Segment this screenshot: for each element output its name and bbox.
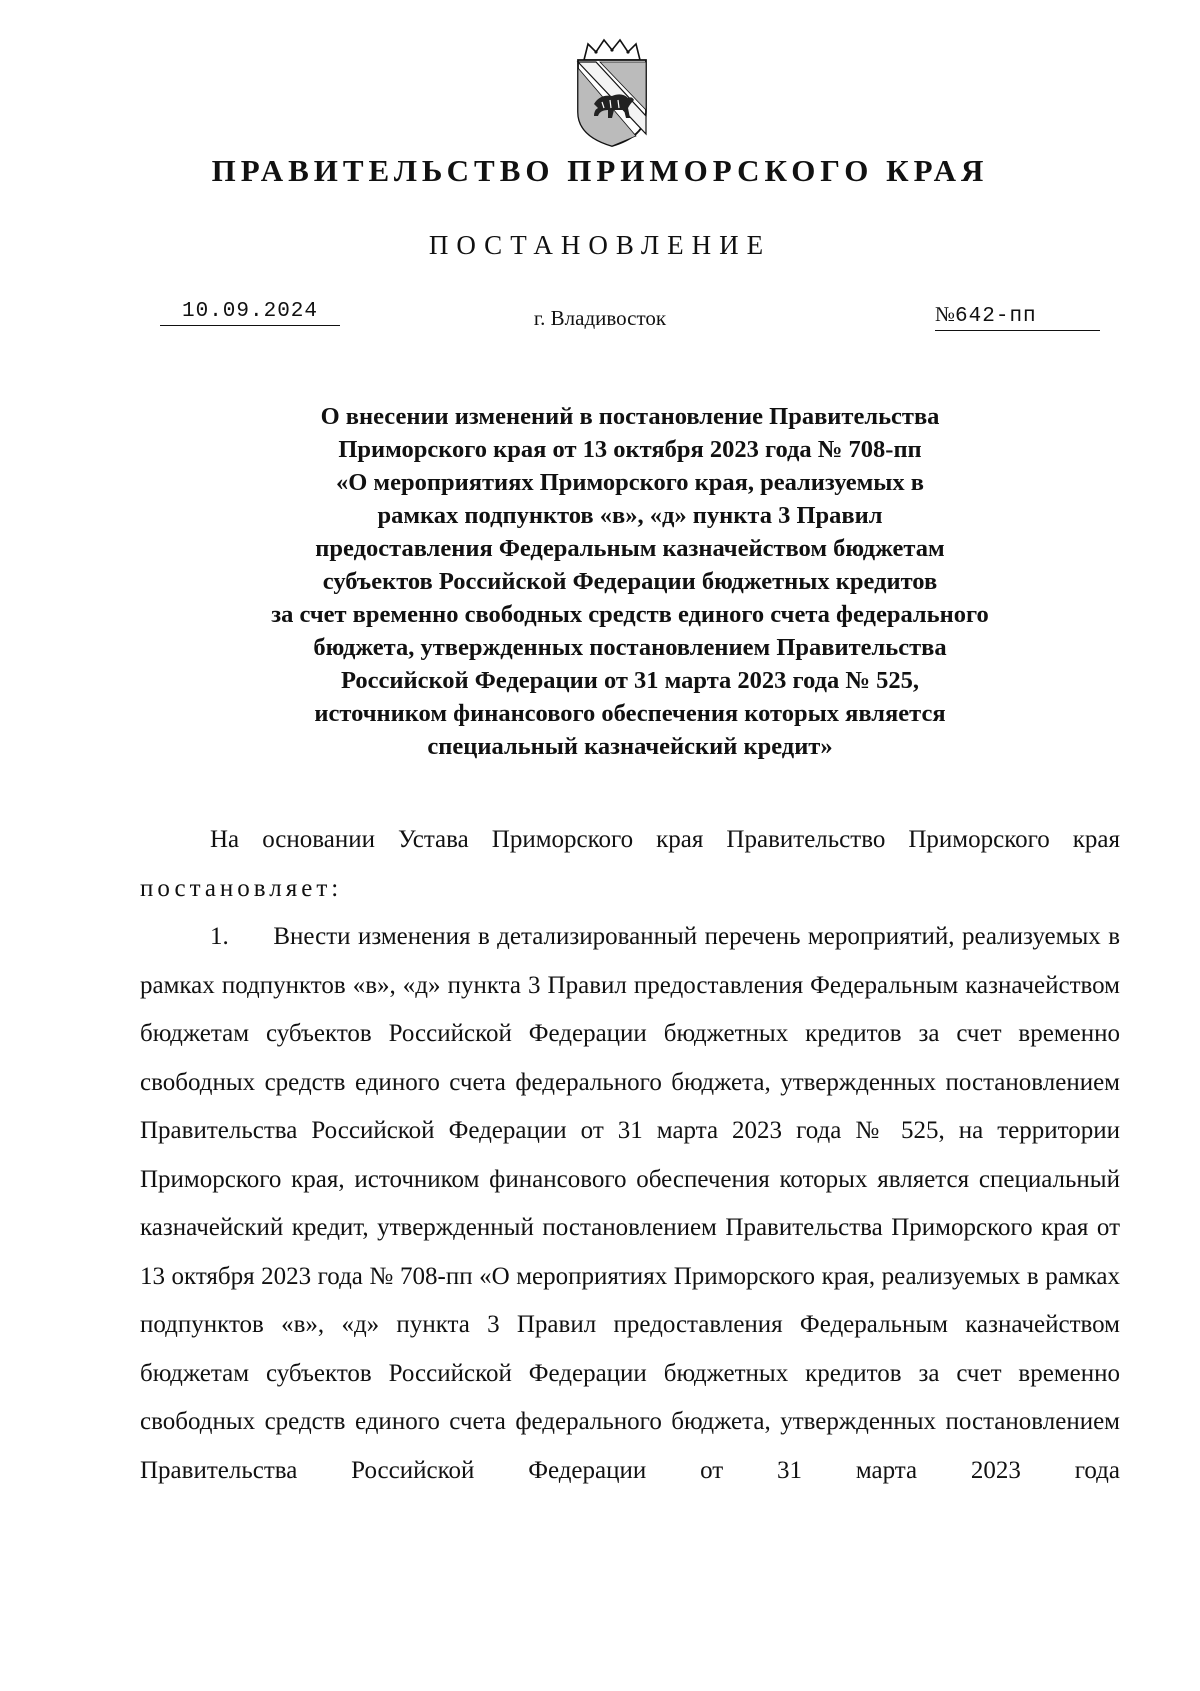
document-date: 10.09.2024 xyxy=(160,300,340,326)
title-line: за счет временно свободных средств единого счета федерального xyxy=(271,601,989,628)
title-line: предоставления Федеральным казначейством бюджетам xyxy=(315,535,945,562)
title-line: источником финансового обеспечения которых является xyxy=(314,700,946,727)
resolves-word: постановляет: xyxy=(140,874,343,902)
document-number xyxy=(935,302,1100,331)
title-line: О внесении изменений в постановление Правительства xyxy=(320,403,940,430)
title-line: «О мероприятиях Приморского края, реализуемых в xyxy=(335,469,925,496)
item-1-text: Внести изменения в детализированный перечень мероприятий, реализуемых в рамках подпунктов «в», «д» пункта 3 Правил предоставления Федеральным казначейством бюджетам субъектов Российской Федерации бюджетных кредитов за счет временно свободных средств единого счета федерального бюджета, утвержденных постановлением Правительства Российской Федерации от 31 марта 2023 года № 525, на территории Приморского края, источником финансового обеспечения которых является специальный казначейский кредит, утвержденный постановлением Правительства Приморского края от 13 октября 2023 года № 708-пп «О мероприятиях Приморского края, реализуемых в рамках подпунктов «в», «д» пункта 3 Правил предоставления Федеральным казначейством бюджетам субъектов Российской Федерации бюджетных кредитов за счет временно свободных средств единого счета федерального бюджета, утвержденных постановлением Правительства Российской Федерации от 31 марта 2023 года xyxy=(140,923,1121,1484)
number-prefix: № xyxy=(935,302,956,326)
title-line: бюджета, утвержденных постановлением Правительства xyxy=(313,634,947,661)
primorsky-coat-of-arms-icon xyxy=(574,38,650,150)
document-city: г. Владивосток xyxy=(533,306,667,330)
number-value: 642-пп xyxy=(955,305,1037,328)
title-line: специальный казначейский кредит» xyxy=(427,733,833,760)
document-title xyxy=(140,400,1120,763)
title-line: рамках подпунктов «в», «д» пункта 3 Правил xyxy=(377,502,883,529)
organization-title: ПРАВИТЕЛЬСТВО ПРИМОРСКОГО КРАЯ xyxy=(211,153,989,188)
item-1-paragraph xyxy=(140,913,1120,1495)
title-line: Приморского края от 13 октября 2023 года № 708-пп xyxy=(338,436,922,463)
intro-paragraph xyxy=(140,816,1120,913)
item-1-number: 1. xyxy=(210,923,229,950)
document-body xyxy=(140,816,1120,1495)
document-type: ПОСТАНОВЛЕНИЕ xyxy=(428,230,772,260)
title-line: Российской Федерации от 31 марта 2023 года № 525, xyxy=(340,667,920,694)
title-line: субъектов Российской Федерации бюджетных кредитов xyxy=(322,568,938,595)
intro-text: На основании Устава Приморского края Правительство Приморского края xyxy=(210,826,1120,853)
